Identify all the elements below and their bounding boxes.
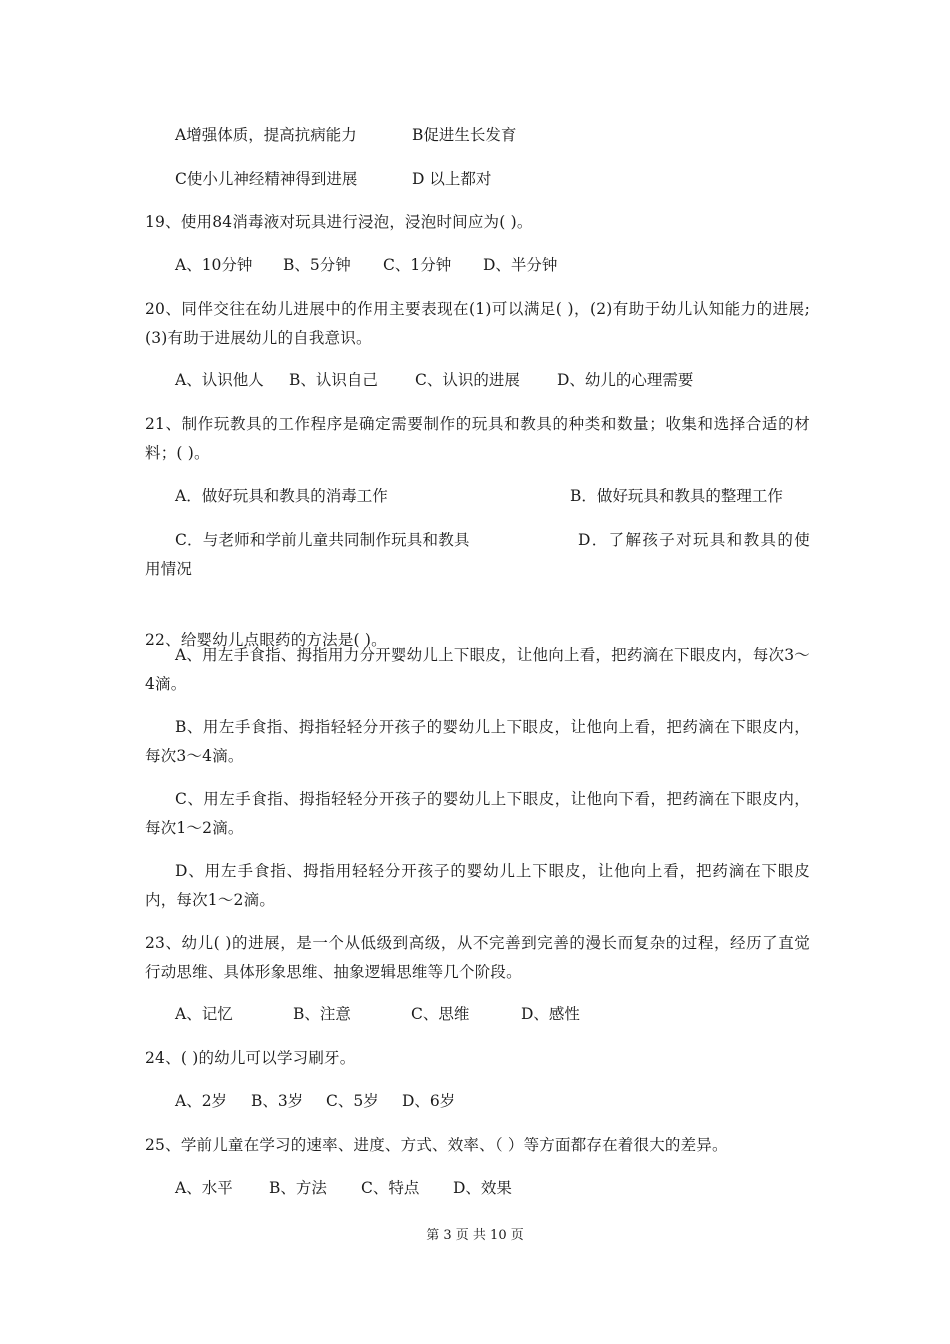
- q20-option-d: D、幼儿的心理需要: [557, 371, 694, 389]
- q24-option-a: A、2岁: [175, 1092, 228, 1110]
- q22-option-c: C、用左手食指、拇指轻轻分开孩子的婴幼儿上下眼皮，让他向下看，把药滴在下眼皮内，每次1～2滴。: [145, 790, 810, 837]
- q22-stem: 22、给婴幼儿点眼药的方法是( )。: [145, 631, 387, 649]
- q23-options: [175, 1000, 580, 1029]
- q21-options-row2: [145, 526, 810, 584]
- q20-option-b: B、认识自己: [289, 371, 378, 389]
- q19-option-b: B、5分钟: [283, 256, 351, 274]
- q24-stem: 24、( )的幼儿可以学习刷牙。: [145, 1049, 356, 1067]
- q20-option-c: C、认识的进展: [415, 371, 520, 389]
- q22-option-a: A、用左手食指、拇指用力分开婴幼儿上下眼皮，让他向上看，把药滴在下眼皮内，每次3～4滴。: [145, 646, 810, 693]
- q21-option-a: A．做好玩具和教具的消毒工作: [175, 487, 388, 505]
- q21-option-d: D．了解孩子对玩具和教具的使用情况: [145, 531, 810, 578]
- q23-stem: 23、幼儿( )的进展，是一个从低级到高级，从不完善到完善的漫长而复杂的过程，经历了直觉行动思维、具体形象思维、抽象逻辑思维等几个阶段。: [145, 934, 810, 981]
- q20-options: [175, 366, 693, 395]
- q18-options-row2: [175, 165, 491, 194]
- q24-option-b: B、3岁: [251, 1092, 304, 1110]
- q21-option-b: B．做好玩具和教具的整理工作: [570, 487, 783, 505]
- q21-option-c: C．与老师和学前儿童共同制作玩具和教具: [175, 531, 470, 549]
- q25-option-a: A、水平: [175, 1179, 233, 1197]
- q25-option-d: D、效果: [453, 1179, 512, 1197]
- q22-option-d: D、用左手食指、拇指用轻轻分开孩子的婴幼儿上下眼皮，让他向上看，把药滴在下眼皮内，每次1～2滴。: [145, 862, 810, 909]
- q25-options: [175, 1174, 512, 1203]
- q24-option-c: C、5岁: [326, 1092, 379, 1110]
- q19-option-a: A、10分钟: [175, 256, 253, 274]
- q24-options: [175, 1087, 455, 1116]
- q24-option-d: D、6岁: [402, 1092, 456, 1110]
- q25-option-c: C、特点: [361, 1179, 420, 1197]
- q19-option-c: C、1分钟: [383, 256, 452, 274]
- q23-option-c: C、思维: [411, 1005, 470, 1023]
- q23-option-b: B、注意: [293, 1005, 351, 1023]
- q23-option-a: A、记忆: [175, 1005, 233, 1023]
- q20-option-a: A、认识他人: [175, 371, 264, 389]
- q21-options-row1: [175, 482, 783, 511]
- q25-option-b: B、方法: [269, 1179, 327, 1197]
- q18-option-a: A增强体质，提高抗病能力: [175, 126, 357, 144]
- q19-stem: 19、使用84消毒液对玩具进行浸泡，浸泡时间应为( )。: [145, 213, 533, 231]
- q19-options: [175, 251, 557, 280]
- q18-options-row1: [175, 121, 516, 150]
- page-number-footer: 第 3 页 共 10 页: [426, 1228, 524, 1243]
- q20-stem: 20、同伴交往在幼儿进展中的作用主要表现在(1)可以满足( )，(2)有助于幼儿认知能力的进展;(3)有助于进展幼儿的自我意识。: [145, 300, 810, 347]
- q21-stem: 21、制作玩教具的工作程序是确定需要制作的玩具和教具的种类和数量；收集和选择合适的材料；( )。: [145, 415, 810, 462]
- q19-option-d: D、半分钟: [483, 256, 558, 274]
- q18-option-c: C使小儿神经精神得到进展: [175, 170, 358, 188]
- q22-option-b: B、用左手食指、拇指轻轻分开孩子的婴幼儿上下眼皮，让他向上看，把药滴在下眼皮内，每次3～4滴。: [145, 718, 810, 765]
- q25-stem: 25、学前儿童在学习的速率、进度、方式、效率、（ ）等方面都存在着很大的差异。: [145, 1136, 728, 1154]
- q18-option-d: D 以上都对: [412, 170, 492, 188]
- q18-option-b: B促进生长发育: [412, 126, 517, 144]
- q23-option-d: D、感性: [521, 1005, 580, 1023]
